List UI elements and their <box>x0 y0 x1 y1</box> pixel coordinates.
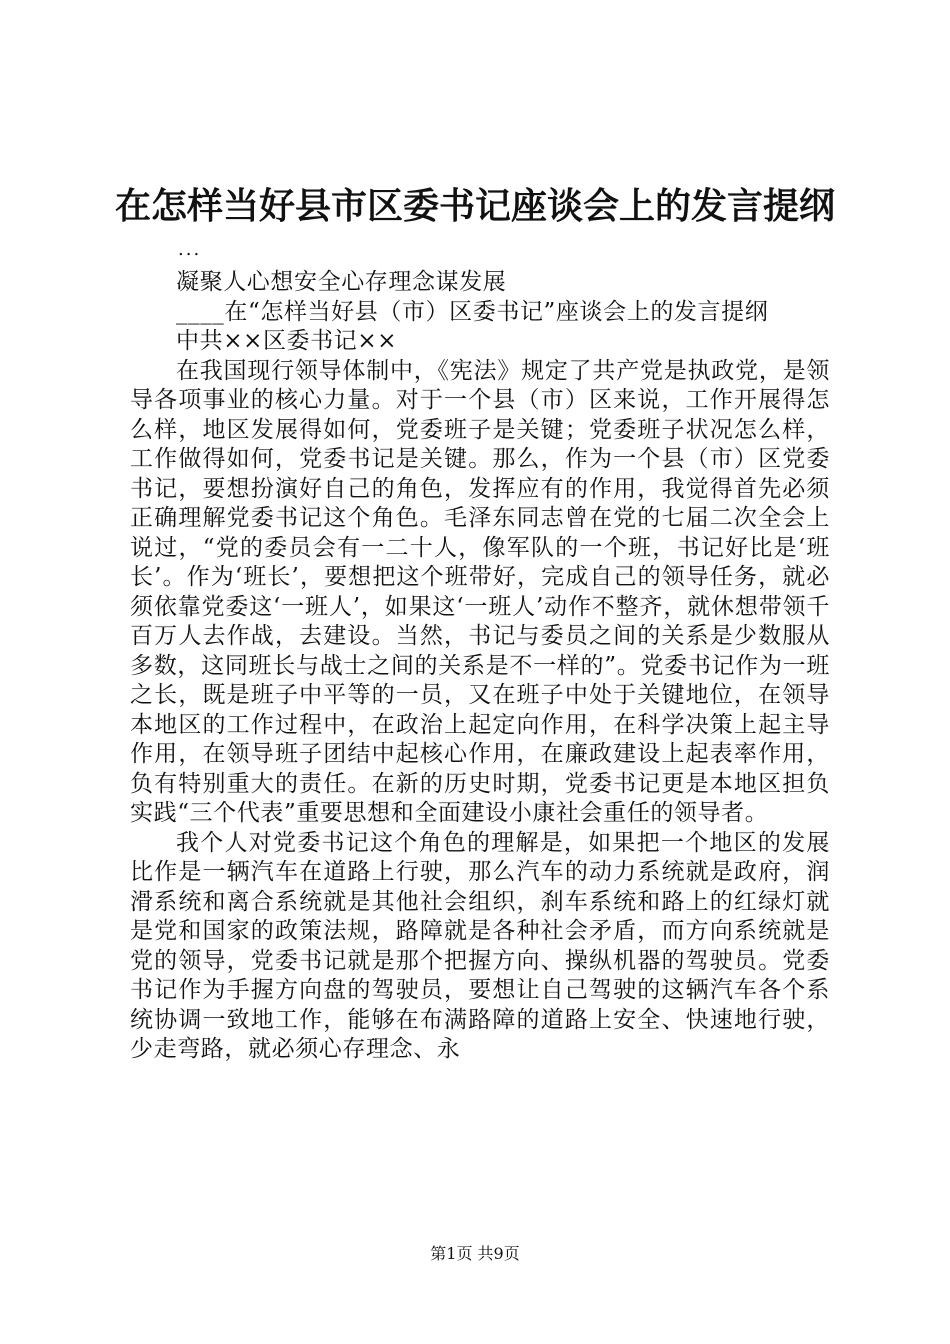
subtitle-line: 凝聚人心想安全心存理念谋发展 <box>176 269 507 295</box>
body-paragraph: 在我国现行领导体制中，《宪法》规定了共产党是执政党，是领导各项事业的核心力量。对于一个县（市）区来说，工作开展得怎么样，地区发展得如何，党委班子是关键；党委班子状况怎么样，工作做得如何，党委书记是关键。那么，作为一个县（市）区党委书记，要想扮演好自己的角色，发挥应有的作用，我觉得首先必须正确理解党委书记这个角色。毛泽东同志曾在党的七届二次全会上说过，“党的委员会有一二十人，像军队的一个班，书记好比是‘班长’。作为‘班长’，要想把这个班带好，完成自己的领导任务，就必须依靠党委这‘一班人’，如果这‘一班人’动作不整齐，就休想带领千百万人去作战，去建设。当然，书记与委员之间的关系是少数服从多数，这同班长与战士之间的关系是不一样的”。党委书记作为一班之长，既是班子中平等的一员，又在班子中处于关键地位，在领导本地区的工作过程中，在政治上起定向作用，在科学决策上起主导作用，在领导班子团结中起核心作用，在廉政建设上起表率作用，负有特别重大的责任。在新的历史时期，党委书记更是本地区担负实践“三个代表”重要思想和全面建设小康社会重任的领导者。 <box>130 357 830 826</box>
page-footer: 第1页 共9页 <box>430 1244 520 1263</box>
title-continuation-ellipsis: ... <box>178 239 202 260</box>
body-paragraph: 我个人对党委书记这个角色的理解是，如果把一个地区的发展比作是一辆汽车在道路上行驶，那么汽车的动力系统就是政府，润滑系统和离合系统就是其他社会组织，刹车系统和路上的红绿灯就是党和国家的政策法规，路障就是各种社会矛盾，而方向系统就是党的领导，党委书记就是那个把握方向、操纵机器的驾驶员。党委书记作为手握方向盘的驾驶员，要想让自己驾驶的这辆汽车各个系统协调一致地工作，能够在布满路障的道路上安全、快速地行驶，少走弯路，就必须心存理念、永 <box>130 829 830 1062</box>
author-line: 中共××区委书记×× <box>176 328 398 354</box>
document-body <box>130 268 830 1065</box>
subtitle-context-line: ____在“怎样当好县（市）区委书记”座谈会上的发言提纲 <box>176 298 769 325</box>
document-title: 在怎样当好县市区委书记座谈会上的发言提纲 <box>114 185 835 227</box>
